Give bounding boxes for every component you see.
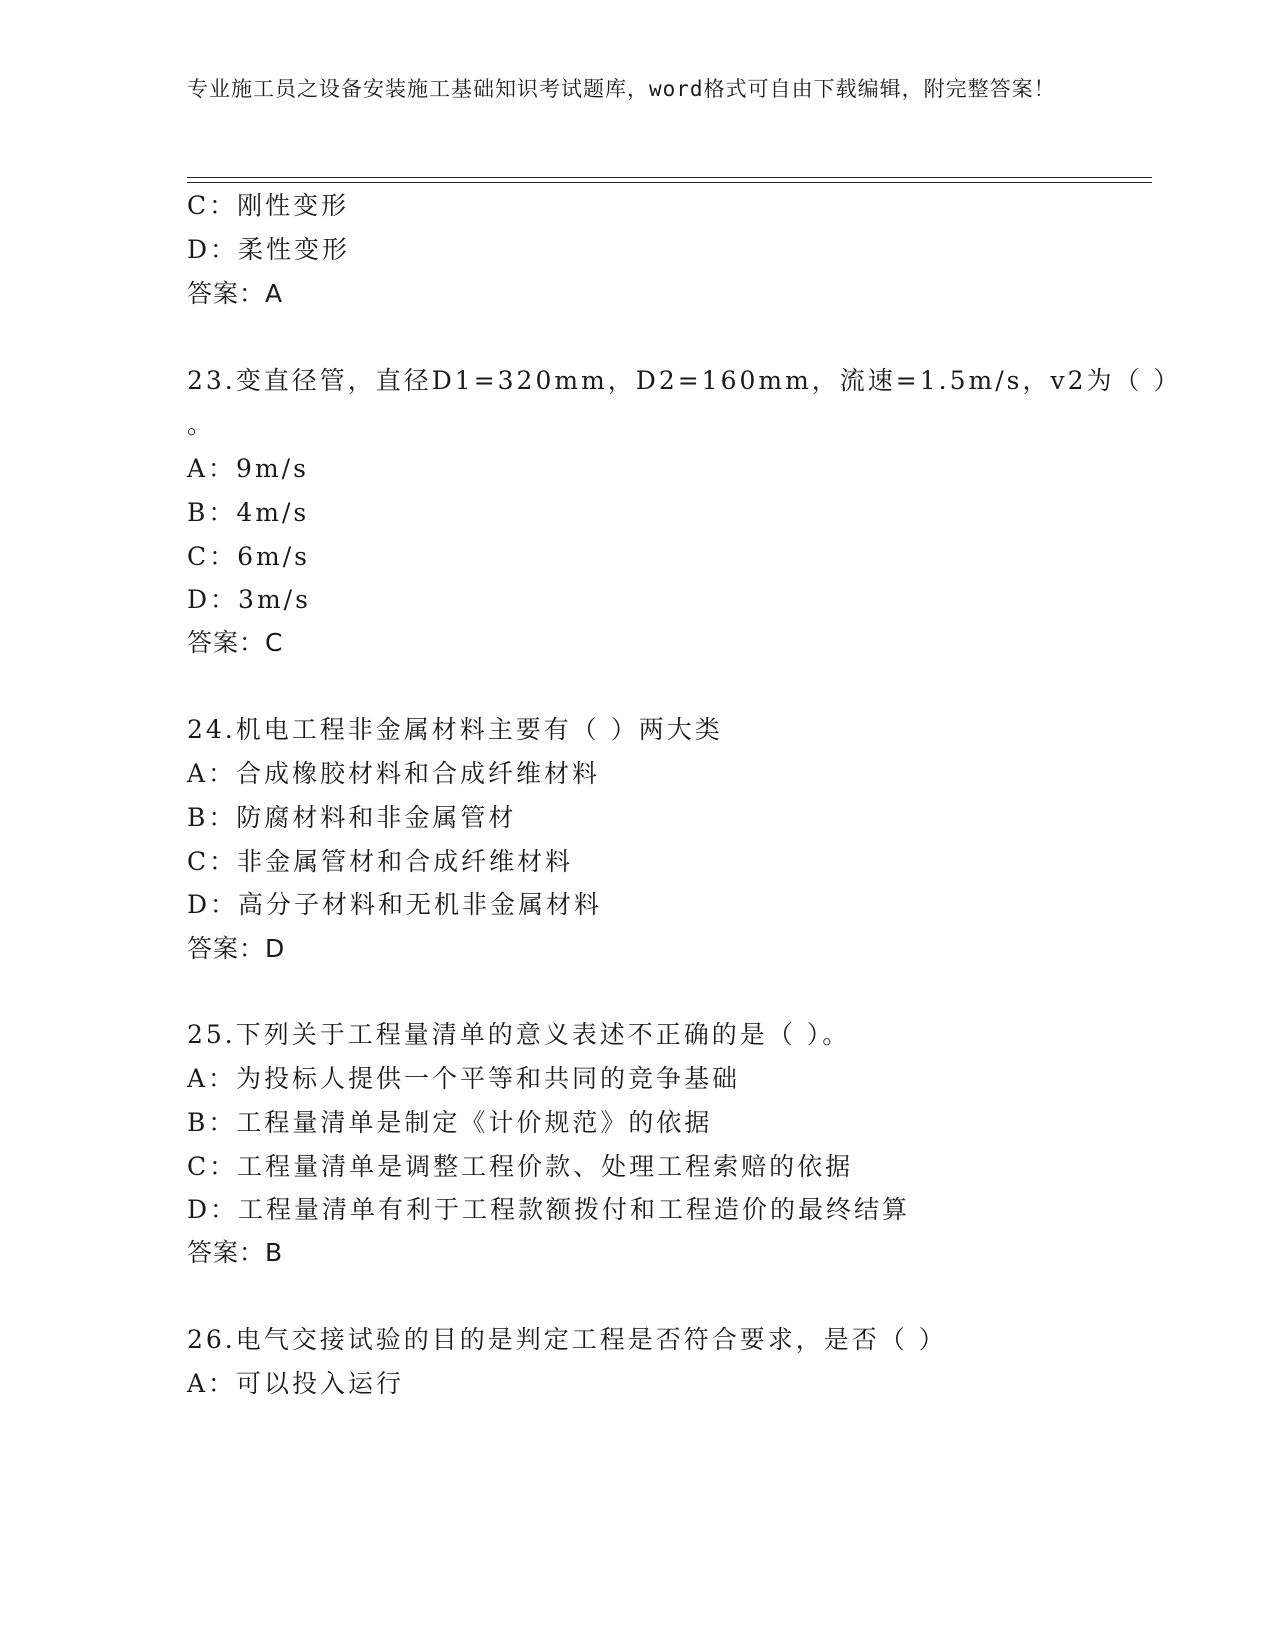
q23-option-d: D：3m/s <box>187 585 311 614</box>
q23-option-c: C：6m/s <box>187 542 310 571</box>
q25-answer: 答案：B <box>187 1238 284 1267</box>
q24-option-a: A：合成橡胶材料和合成纤维材料 <box>187 759 601 788</box>
header-divider-bottom <box>187 182 1152 183</box>
header-divider-top <box>187 177 1152 178</box>
q24-option-d: D：高分子材料和无机非金属材料 <box>187 890 603 919</box>
q25-option-c: C：工程量清单是调整工程价款、处理工程索赔的依据 <box>187 1152 854 1181</box>
q24-answer: 答案：D <box>187 934 286 963</box>
q24-option-c: C：非金属管材和合成纤维材料 <box>187 847 574 876</box>
q22-option-d: D：柔性变形 <box>187 235 351 264</box>
q23-answer: 答案：C <box>187 628 284 657</box>
q25-option-a: A：为投标人提供一个平等和共同的竞争基础 <box>187 1064 741 1093</box>
q23-question-continuation: 。 <box>187 410 216 439</box>
q22-answer: 答案：A <box>187 279 284 308</box>
q24-option-b: B：防腐材料和非金属管材 <box>187 803 517 832</box>
document-header: 专业施工员之设备安装施工基础知识考试题库，word格式可自由下载编辑，附完整答案！ <box>187 77 1056 101</box>
q25-option-b: B：工程量清单是制定《计价规范》的依据 <box>187 1108 713 1137</box>
q23-option-a: A：9m/s <box>187 454 309 483</box>
q24-question: 24.机电工程非金属材料主要有（ ）两大类 <box>187 715 723 744</box>
q25-option-d: D：工程量清单有利于工程款额拨付和工程造价的最终结算 <box>187 1195 911 1224</box>
q23-option-b: B：4m/s <box>187 498 310 527</box>
q26-question: 26.电气交接试验的目的是判定工程是否符合要求，是否（ ） <box>187 1325 947 1354</box>
q22-option-c: C：刚性变形 <box>187 191 350 220</box>
q23-question: 23.变直径管，直径D1=320mm，D2=160mm，流速=1.5m/s，v2为（ ） <box>187 366 1182 395</box>
q26-option-a: A：可以投入运行 <box>187 1369 405 1398</box>
q25-question: 25.下列关于工程量清单的意义表述不正确的是（ ）。 <box>187 1020 851 1049</box>
